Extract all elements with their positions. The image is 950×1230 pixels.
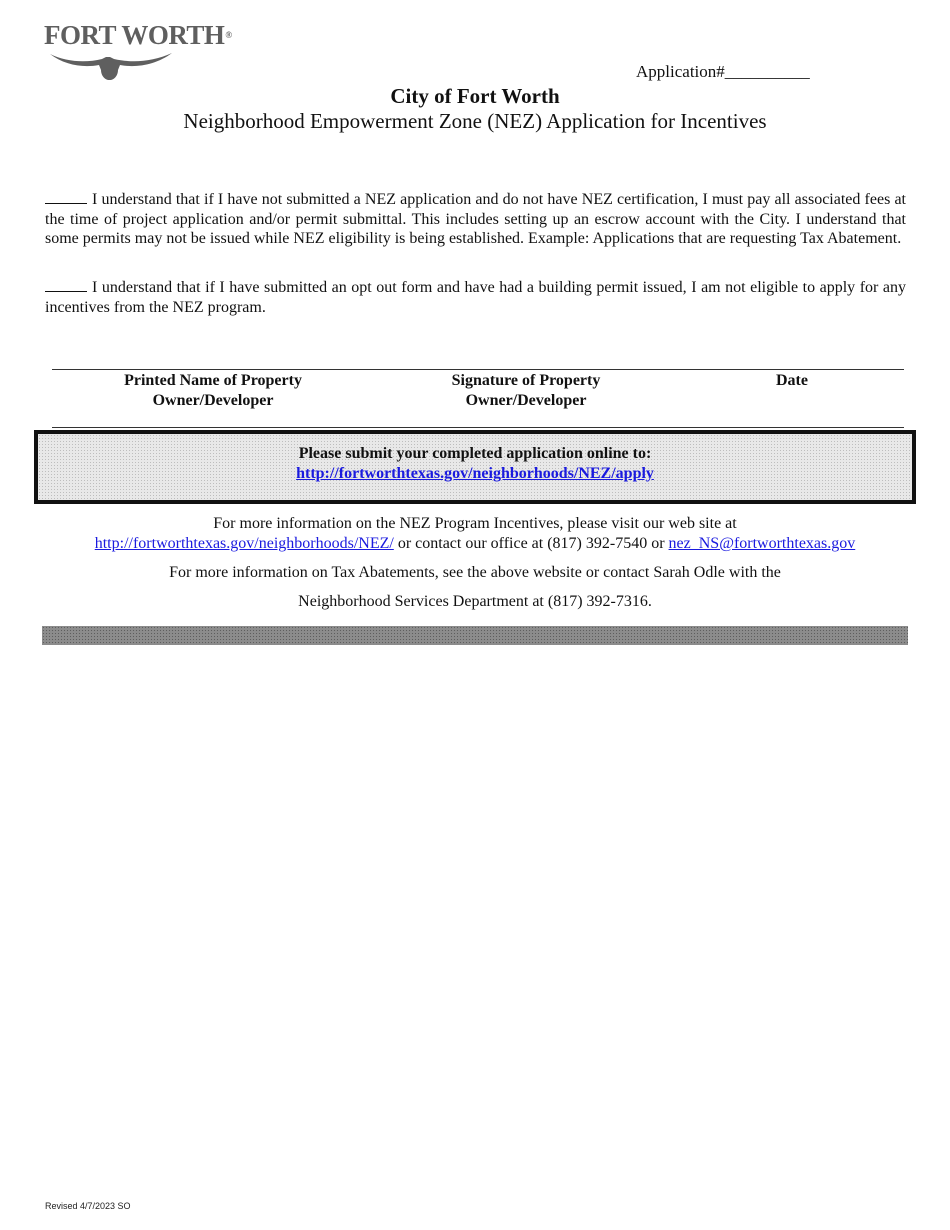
more-info-text: For more information on the NEZ Program Incentives, please visit our web site at — [213, 515, 737, 532]
nez-website-link[interactable]: http://fortworthtexas.gov/neighborhoods/NEZ/ — [94, 535, 394, 552]
section-divider-bar — [42, 626, 908, 645]
statement-text: I understand that if I have submitted an opt out form and have had a building permit issued, I am not eligible to apply for any incentives from the NEZ program. — [45, 279, 906, 316]
printed-name-label — [90, 371, 336, 410]
signature-line — [52, 369, 904, 370]
date-label: Date — [776, 372, 808, 389]
divider — [52, 427, 904, 428]
signature-label-line2: Owner/Developer — [465, 391, 587, 409]
page-title: City of Fort Worth — [390, 84, 560, 108]
printed-name-label-line1: Printed Name of Property — [124, 372, 302, 389]
fort-worth-logo — [44, 18, 232, 82]
statement-fees — [45, 190, 906, 249]
printed-name-label-line2: Owner/Developer — [152, 391, 274, 409]
registered-mark: ® — [225, 30, 232, 40]
logo-wordmark: FORT WORTH® — [44, 20, 232, 50]
page-subtitle: Neighborhood Empowerment Zone (NEZ) Application for Incentives — [183, 109, 767, 133]
application-number-field: Application#__________ — [636, 62, 810, 81]
statement-opt-out — [45, 278, 906, 317]
statement-text: I understand that if I have not submitted a NEZ application and do not have NEZ certification, I must pay all associated fees at the time of project application and/or permit submittal. This includes setting up an escrow account with the City. I understand that some permits may not be issued while NEZ eligibility is being established. Example: Applications that are requesting Tax Abatement. — [45, 191, 906, 247]
submit-online-box — [34, 430, 916, 504]
initials-blank — [45, 279, 87, 292]
tax-abatement-info: For more information on Tax Abatements, see the above website or contact Sarah Odle with the — [169, 564, 781, 581]
contact-line — [0, 534, 950, 554]
revision-note: Revised 4/7/2023 SO — [45, 1201, 131, 1211]
longhorn-icon — [48, 48, 176, 82]
tax-abatement-contact: Neighborhood Services Department at (817) 392-7316. — [298, 593, 652, 610]
initials-blank — [45, 191, 87, 204]
submit-label: Please submit your completed application online to: — [298, 445, 652, 462]
signature-label — [404, 371, 648, 410]
contact-text: or contact our office at (817) 392-7540 or — [393, 535, 669, 552]
signature-label-line1: Signature of Property — [451, 372, 601, 389]
apply-online-link[interactable]: http://fortworthtexas.gov/neighborhoods/NEZ/apply — [296, 465, 654, 482]
email-link[interactable]: nez_NS@fortworthtexas.gov — [668, 535, 856, 552]
